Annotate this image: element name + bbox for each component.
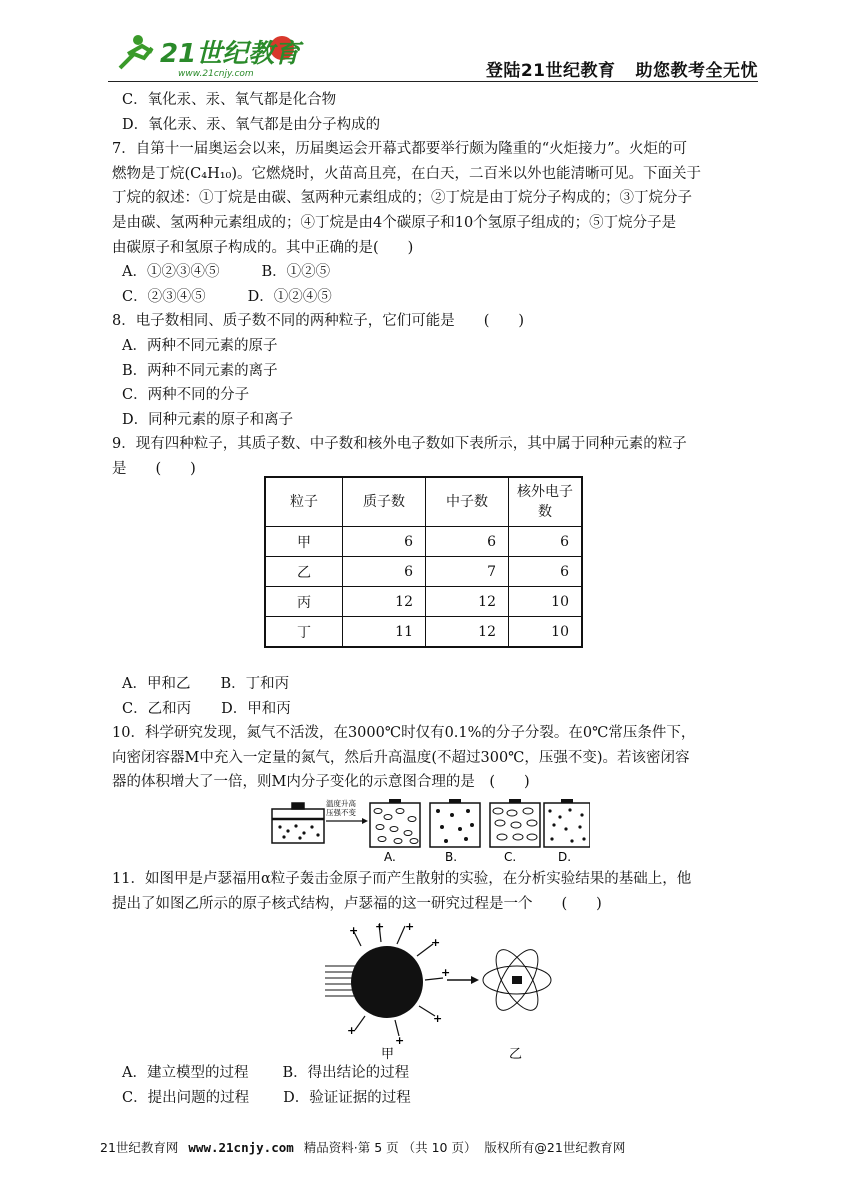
- q8-option-d: D．同种元素的原子和离子: [122, 411, 294, 428]
- gold-foil-icon: [351, 946, 423, 1018]
- q6-option-d: D．氧化汞、汞、氧气都是由分子构成的: [122, 116, 381, 133]
- q11-option-b: B．得出结论的过程: [282, 1065, 410, 1081]
- logo-text: 21世纪教育: [160, 39, 301, 69]
- svg-text:+: +: [395, 1034, 405, 1047]
- footer-site: 21世纪教育网: [100, 1140, 179, 1155]
- page-body-2: [112, 672, 760, 795]
- q9-option-b: B．丁和丙: [220, 676, 290, 692]
- header-rule: [108, 81, 758, 82]
- table-cell: 乙: [265, 557, 343, 587]
- q7-stem-5: 由碳原子和氢原子构成的。其中正确的是( ): [112, 239, 414, 256]
- q7-option-b: B．①②⑤: [261, 264, 331, 281]
- page-header: [108, 28, 758, 83]
- table-header-row: [265, 477, 582, 527]
- page-body: [112, 88, 760, 482]
- header-slogan: [466, 56, 758, 81]
- q9-stem-1: 9．现有四种粒子，其质子数、中子数和核外电子数如下表所示，其中属于同种元素的粒子: [112, 436, 687, 453]
- q11-stem-2: 提出了如图乙所示的原子核式结构，卢瑟福的这一研究过程是一个 ( ): [112, 895, 602, 912]
- table-cell: 6: [343, 557, 426, 587]
- q10-stem-3: 器的体积增大了一倍，则M内分子变化的示意图合理的是 ( ): [112, 774, 530, 791]
- table-row: [265, 527, 582, 557]
- container-diagram: [270, 797, 590, 867]
- table-header-cell: 中子数: [426, 477, 509, 527]
- q11-option-c: C．提出问题的过程: [122, 1089, 250, 1106]
- svg-text:+: +: [431, 936, 441, 949]
- q9-options-row-2: [112, 697, 760, 722]
- q6-option-c: C．氧化汞、汞、氧气都是化合物: [122, 92, 337, 108]
- footer-url: www.21cnjy.com: [188, 1140, 294, 1155]
- table-cell: 11: [343, 617, 426, 648]
- q7-option-c: C．②③④⑤: [122, 288, 206, 305]
- footer-page: 精品资料·第 5 页 （共 10 页）: [303, 1140, 477, 1155]
- q9-option-a: A．甲和乙: [122, 676, 191, 692]
- table-cell: 甲: [265, 527, 343, 557]
- right-arrow-icon: [447, 976, 479, 984]
- logo-url: www.21cnjy.com: [178, 69, 254, 79]
- table-cell: 6: [509, 557, 583, 587]
- page-body-4: [112, 1061, 760, 1110]
- svg-text:+: +: [405, 922, 415, 933]
- table-cell: 12: [426, 617, 509, 648]
- svg-text:+: +: [441, 966, 451, 979]
- table-cell: 12: [426, 587, 509, 617]
- q7-option-d: D．①②④⑤: [247, 288, 332, 305]
- figure-label-c: C.: [504, 850, 517, 864]
- particle-table: [264, 476, 583, 648]
- table-row: [265, 557, 582, 587]
- table-header-cell: 核外电子数: [509, 477, 583, 527]
- q7-stem-4: 是由碳、氢两种元素组成的；④丁烷是由4个碳原子和10个氢原子组成的；⑤丁烷分子是: [112, 214, 677, 231]
- slogan-left: 登陆21世纪教育: [485, 61, 616, 81]
- arrow-label-1: 温度升高: [326, 799, 356, 808]
- table-header-cell: 质子数: [343, 477, 426, 527]
- q11-option-d: D．验证证据的过程: [283, 1089, 411, 1106]
- q11-options-row-1: [112, 1061, 760, 1086]
- table-cell: 10: [509, 617, 583, 648]
- figure-label-right: 乙: [509, 1047, 523, 1062]
- rutherford-diagram: [325, 922, 555, 1062]
- table-cell: 丙: [265, 587, 343, 617]
- q7-option-a: A．①②③④⑤: [122, 264, 220, 281]
- q11-option-a: A．建立模型的过程: [122, 1065, 249, 1081]
- table-cell: 10: [509, 587, 583, 617]
- q9-option-c: C．乙和丙: [122, 700, 192, 717]
- runner-icon: [120, 35, 152, 68]
- q7-stem-1: 7．自第十一届奥运会以来，历届奥运会开幕式都要举行颇为隆重的“火炬接力”。火炬的可: [112, 141, 688, 158]
- table-cell: 6: [343, 527, 426, 557]
- figure-label-a: A.: [384, 850, 396, 864]
- site-logo: [108, 28, 308, 80]
- table-cell: 7: [426, 557, 509, 587]
- q7-stem-3: 丁烷的叙述：①丁烷是由碳、氢两种元素组成的；②丁烷是由丁烷分子构成的；③丁烷分子: [112, 190, 692, 207]
- q8-option-b: B．两种不同元素的离子: [122, 362, 278, 379]
- q9-options-row-1: [112, 672, 760, 697]
- q7-stem-2: 燃物是丁烷(C₄H₁₀)。它燃烧时，火苗高且亮，在白天，二百米以外也能清晰可见。下面关于: [112, 165, 701, 182]
- q9-option-d: D．甲和丙: [221, 700, 291, 717]
- q10-stem-1: 10．科学研究发现，氮气不活泼，在3000℃时仅有0.1%的分子分裂。在0℃常压条件下，: [112, 725, 696, 742]
- q8-option-a: A．两种不同元素的原子: [122, 337, 278, 354]
- figure-label-d: D.: [558, 850, 572, 864]
- table-row: [265, 587, 582, 617]
- q7-options-row-2: [112, 285, 760, 310]
- table-header-cell: 粒子: [265, 477, 343, 527]
- q11-options-row-2: [112, 1086, 760, 1111]
- q8-option-c: C．两种不同的分子: [122, 387, 250, 404]
- table-row: [265, 617, 582, 648]
- svg-text:+: +: [347, 1024, 357, 1037]
- right-arrow-icon: [326, 818, 368, 824]
- slogan-right: 助您教考全无忧: [635, 61, 758, 81]
- page-body-3: [112, 867, 760, 916]
- footer-copyright: 版权所有@21世纪教育网: [484, 1140, 626, 1155]
- svg-text:+: +: [349, 924, 359, 937]
- figure-label-b: B.: [445, 850, 458, 864]
- svg-text:+: +: [433, 1012, 443, 1025]
- arrow-label-2: 压强不变: [326, 808, 356, 817]
- page-footer: [100, 1138, 780, 1156]
- table-cell: 6: [426, 527, 509, 557]
- q7-options-row-1: [112, 260, 760, 285]
- figure-label-left: 甲: [381, 1047, 395, 1062]
- q11-stem-1: 11．如图甲是卢瑟福用α粒子轰击金原子而产生散射的实验，在分析实验结果的基础上，他: [112, 871, 692, 887]
- q8-stem: 8．电子数相同、质子数不同的两种粒子，它们可能是 ( ): [112, 313, 525, 330]
- table-cell: 丁: [265, 617, 343, 648]
- table-cell: 12: [343, 587, 426, 617]
- table-cell: 6: [509, 527, 583, 557]
- svg-text:+: +: [375, 922, 385, 933]
- q10-stem-2: 向密闭容器M中充入一定量的氮气，然后升高温度(不超过300℃，压强不变)。若该密闭容: [112, 749, 690, 766]
- q9-stem-2: 是 ( ): [112, 460, 196, 477]
